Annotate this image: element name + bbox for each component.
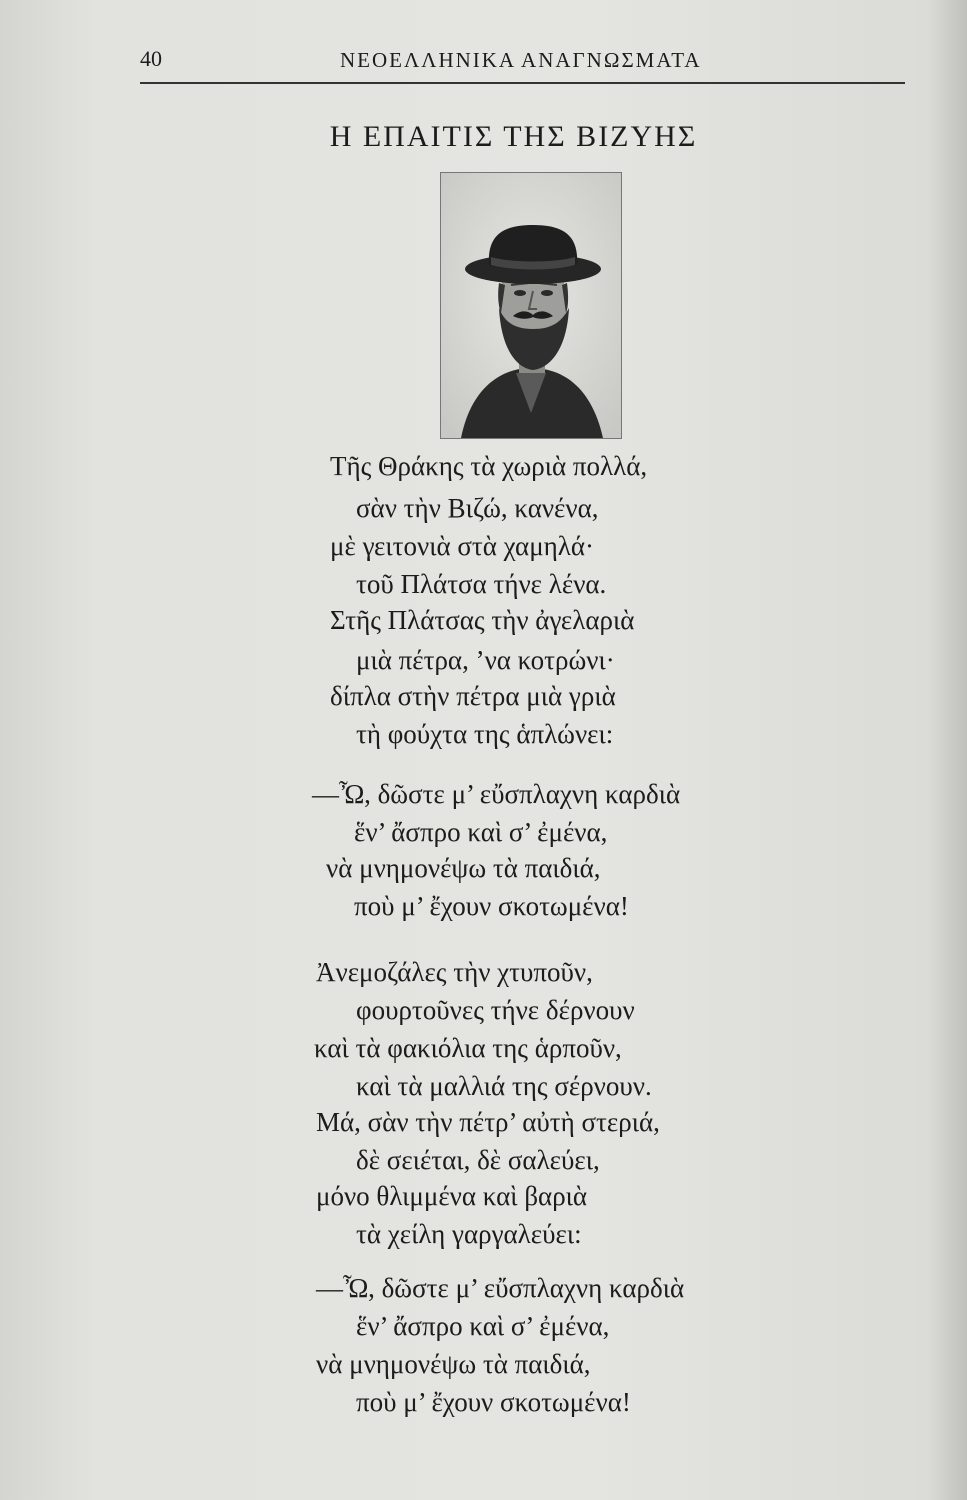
verse-line: μὲ γειτονιὰ στὰ χαμηλά· <box>330 531 595 561</box>
poem-title: Η ΕΠΑΙΤΙΣ ΤΗΣ ΒΙΖΥΗΣ <box>329 120 698 153</box>
verse-line: μιὰ πέτρα, ’να κοτρώνι· <box>356 645 615 675</box>
running-title: ΝΕΟΕΛΛΗΝΙΚΑ ΑΝΑΓΝΩΣΜΑΤΑ <box>340 48 702 72</box>
verse-line: τὴ φούχτα της ἁπλώνει: <box>356 719 614 749</box>
verse-line: —Ὦ, δῶστε μ’ εὔσπλαχνη καρδιὰ <box>316 1273 685 1303</box>
verse-line: καὶ τὰ φακιόλια της ἁρποῦν, <box>314 1033 622 1063</box>
verse-line: ἕν’ ἄσπρο καὶ σ’ ἐμένα, <box>356 1311 610 1341</box>
portrait-illustration <box>441 173 621 438</box>
author-portrait <box>440 172 622 439</box>
running-header <box>140 46 900 86</box>
verse-line: σὰν τὴν Βιζώ, κανένα, <box>356 493 599 523</box>
verse-line: μόνο θλιμμένα καὶ βαριὰ <box>316 1181 588 1211</box>
header-rule <box>140 82 905 84</box>
verse-line: ἕν’ ἄσπρο καὶ σ’ ἐμένα, <box>354 817 608 847</box>
verse-line: νὰ μνημονέψω τὰ παιδιά, <box>316 1349 591 1379</box>
verse-line: Τῆς Θράκης τὰ χωριὰ πολλά, <box>330 451 648 481</box>
verse-line: νὰ μνημονέψω τὰ παιδιά, <box>326 853 601 883</box>
verse-line: ποὺ μ’ ἔχουν σκοτωμένα! <box>356 1387 631 1417</box>
verse-line: τὰ χείλη γαργαλεύει: <box>356 1219 582 1249</box>
verse-line: φουρτοῦνες τήνε δέρνουν <box>356 995 635 1025</box>
verse-line: δὲ σειέται, δὲ σαλεύει, <box>356 1145 600 1175</box>
verse-line: Ἀνεμοζάλες τὴν χτυποῦν, <box>316 957 593 987</box>
verse-line: Μά, σὰν τὴν πέτρ’ αὐτὴ στεριά, <box>316 1107 660 1137</box>
verse-line: καὶ τὰ μαλλιά της σέρνουν. <box>356 1071 652 1101</box>
verse-line: δίπλα στὴν πέτρα μιὰ γριὰ <box>330 681 616 711</box>
page-gutter-shadow <box>927 0 967 1500</box>
page-number: 40 <box>140 46 162 71</box>
verse-line: ποὺ μ’ ἔχουν σκοτωμένα! <box>354 891 629 921</box>
verse-line: Στῆς Πλάτσας τὴν ἀγελαριὰ <box>330 605 635 635</box>
verse-line: τοῦ Πλάτσα τήνε λένα. <box>356 569 607 599</box>
verse-line: —Ὦ, δῶστε μ’ εὔσπλαχνη καρδιὰ <box>312 779 681 809</box>
